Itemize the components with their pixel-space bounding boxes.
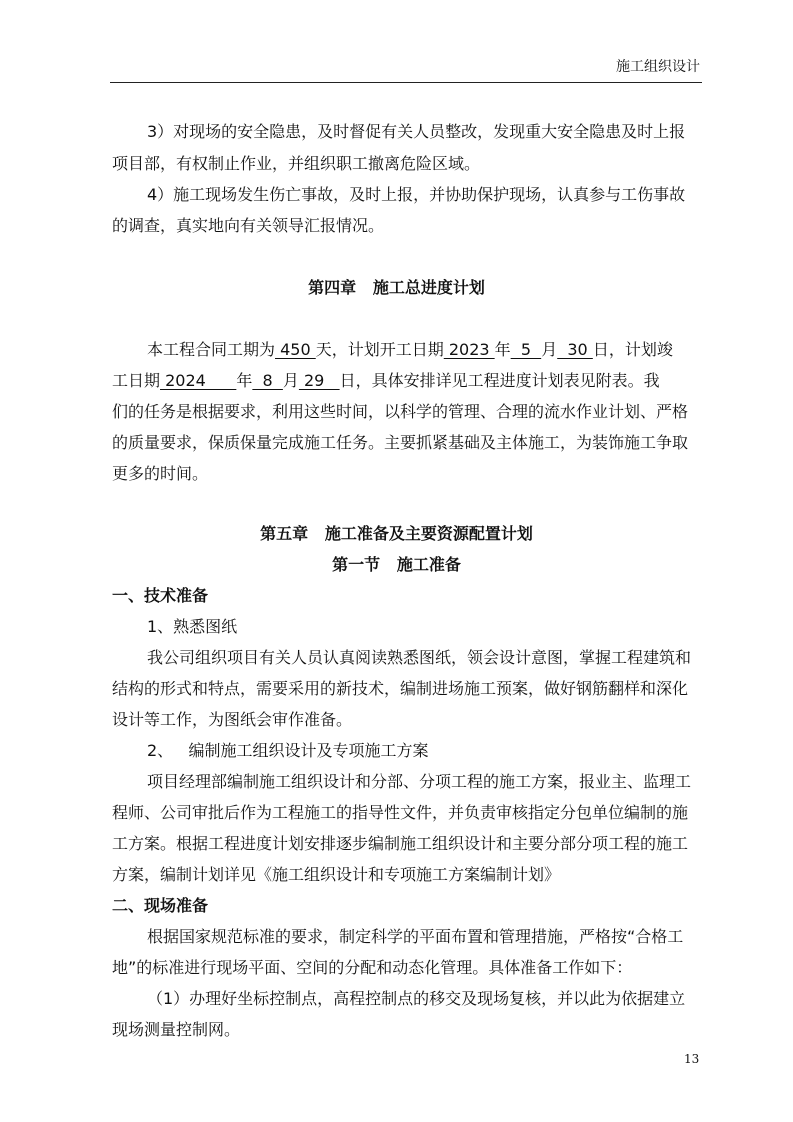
text: 月 [541,340,558,359]
schedule-line-2 [112,369,660,393]
chapter-title: 第五章 施工准备及主要资源配置计划 [260,524,533,543]
paragraph-line: 3）对现场的安全隐患，及时督促有关人员整改，发现重大安全隐患及时上报 [147,122,686,141]
page-header [110,58,702,83]
text: 天，计划开工日期 [315,340,444,359]
paragraph-line: 设计等工作，为图纸会审作准备。 [112,710,353,729]
end-year: 2024 [160,371,237,390]
end-day: 29 [298,371,340,390]
paragraph-line: 项目经理部编制施工组织设计和分部、分项工程的施工方案，报业主、监理工 [147,772,692,791]
text: 月 [282,371,299,390]
item-title: 2、 编制施工组织设计及专项施工方案 [147,741,429,760]
text: 日，具体安排详见工程进度计划表见附表。我 [339,371,660,390]
text: 日，计划竣 [592,340,673,359]
text: 工日期 [112,371,161,390]
section-title: 第一节 施工准备 [332,555,461,574]
paragraph-line: 方案，编制计划详见《施工组织设计和专项施工方案编制计划》 [112,865,561,884]
start-year: 2023 [443,340,495,359]
text: 年 [494,340,511,359]
paragraph-line: 更多的时间。 [112,464,209,483]
text: 本工程合同工期为 [147,340,276,359]
chapter-title: 第四章 施工总进度计划 [308,278,485,297]
paragraph-line: 工方案。根据工程进度计划安排逐步编制施工组织设计和主要分部分项工程的施工 [112,834,689,853]
start-month: 5 [510,340,542,359]
paragraph-line: 我公司组织项目有关人员认真阅读熟悉图纸，领会设计意图，掌握工程建筑和 [147,648,692,667]
end-month: 8 [252,371,283,390]
contract-duration: 450 [275,340,316,359]
header-title: 施工组织设计 [616,59,700,75]
paragraph-line: 项目部，有权制止作业，并组织职工撤离危险区域。 [112,154,481,173]
text: 年 [236,371,253,390]
paragraph-line: 程师、公司审批后作为工程施工的指导性文件，并负责审核指定分包单位编制的施 [112,803,689,822]
paragraph-line: 的调查，真实地向有关领导汇报情况。 [112,216,385,235]
schedule-line-1 [147,338,673,362]
paragraph-line: 现场测量控制网。 [112,1020,241,1039]
paragraph-line: （1）办理好坐标控制点，高程控制点的移交及现场复核，并以此为依据建立 [147,989,686,1008]
page-number: 13 [684,1052,700,1066]
start-day: 30 [557,340,593,359]
paragraph-line: 根据国家规范标准的要求，制定科学的平面布置和管理措施，严格按“合格工 [147,927,684,946]
paragraph-line: 地”的标准进行现场平面、空间的分配和动态化管理。具体准备工作如下： [112,958,633,977]
paragraph-line: 结构的形式和特点，需要采用的新技术，编制进场施工预案，做好钢筋翻样和深化 [112,679,689,698]
paragraph-line: 的质量要求，保质保量完成施工任务。主要抓紧基础及主体施工，为装饰施工争取 [112,433,689,452]
paragraph-line: 4）施工现场发生伤亡事故，及时上报，并协助保护现场，认真参与工伤事故 [147,185,686,204]
paragraph-line: 们的任务是根据要求，利用这些时间，以科学的管理、合理的流水作业计划、严格 [112,402,689,421]
section-heading: 一、技术准备 [112,586,209,605]
section-heading: 二、现场准备 [112,896,209,915]
item-title: 1、熟悉图纸 [147,617,238,636]
